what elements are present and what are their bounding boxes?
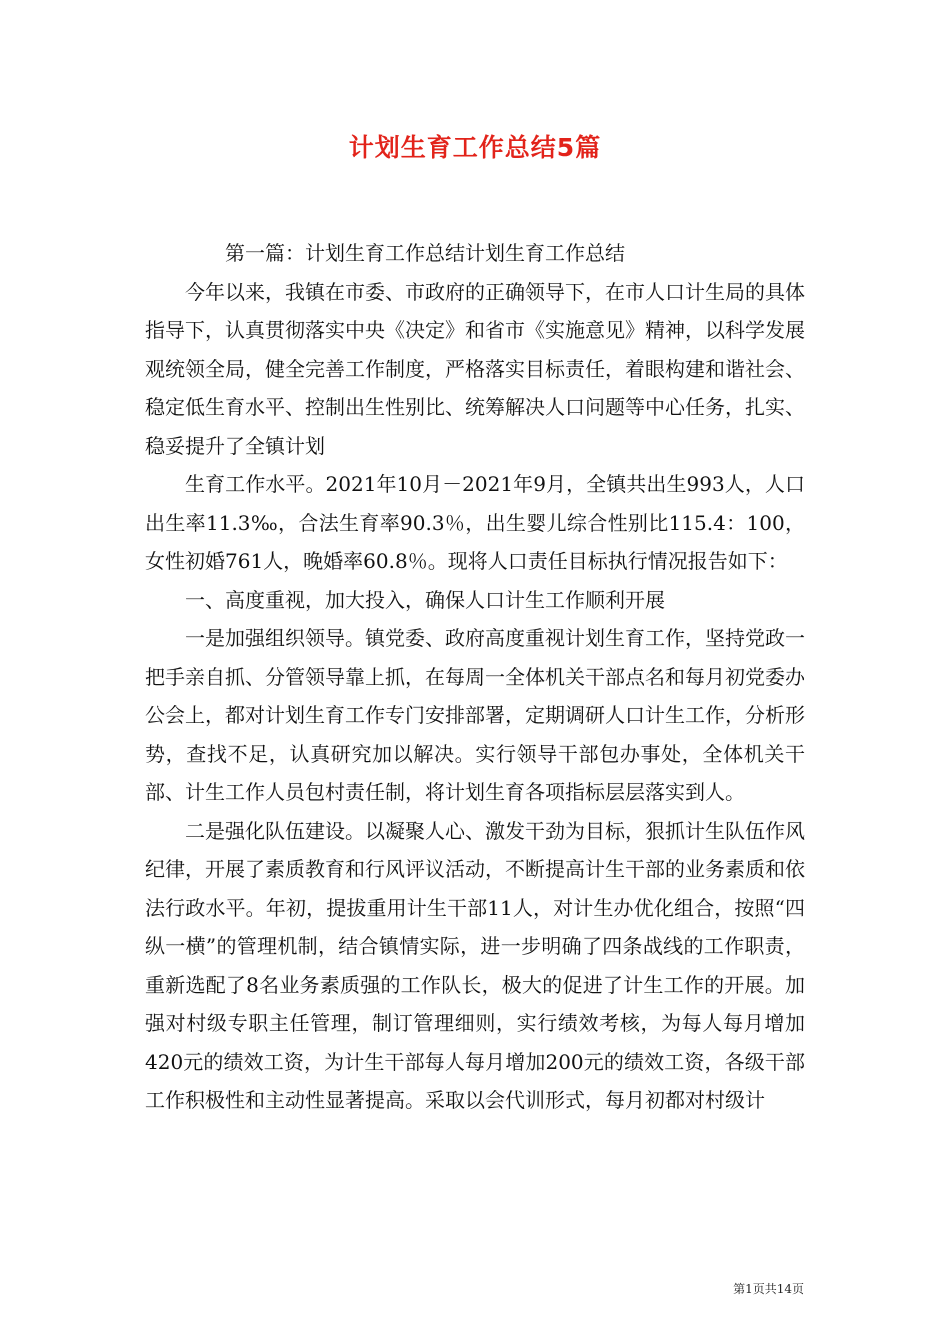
paragraph-team-building: 二是强化队伍建设。以凝聚人心、激发干劲为目标，狠抓计生队伍作风纪律，开展了素质教育和行风评议活动，不断提高计生干部的业务素质和依法行政水平。年初，提拔重用计生干部11人，对计生办优化组合，按照“四纵一横”的管理机制，结合镇情实际，进一步明确了四条战线的工作职责，重新选配了8名业务素质强的工作队长，极大的促进了计生工作的开展。加强对村级专职主任管理，制订管理细则，实行绩效考核，为每人每月增加420元的绩效工资，为计生干部每人每月增加200元的绩效工资，各级干部工作积极性和主动性显著提高。采取以会代训形式，每月初都对村级计 [145,818,805,1112]
paragraph-statistics: 生育工作水平。2021年10月－2021年9月，全镇共出生993人，人口出生率11.3‰，合法生育率90.3％，出生婴儿综合性别比115.4：100，女性初婚761人，晚婚率60.8％。现将人口责任目标执行情况报告如下： [145,472,805,573]
paragraph-organization: 一是加强组织领导。镇党委、政府高度重视计划生育工作，坚持党政一把手亲自抓、分管领导靠上抓，在每周一全体机关干部点名和每月初党委办公会上，都对计划生育工作专门安排部署，定期调研人口计生工作，分析形势，查找不足，认真研究加以解决。实行领导干部包办事处，全体机关干部、计生工作人员包村责任制，将计划生育各项指标层层落实到人。 [145,626,805,804]
document-body [145,234,805,1120]
document-title: 计划生育工作总结5篇 [348,133,602,162]
section-heading-1: 一、高度重视，加大投入，确保人口计生工作顺利开展 [185,587,665,612]
chapter-heading: 第一篇：计划生育工作总结计划生育工作总结 [225,241,625,265]
paragraph-intro: 今年以来，我镇在市委、市政府的正确领导下，在市人口计生局的具体指导下，认真贯彻落实中央《决定》和省市《实施意见》精神，以科学发展观统领全局，健全完善工作制度，严格落实目标责任，着眼构建和谐社会、稳定低生育水平、控制出生性别比、统筹解决人口问题等中心任务，扎实、稳妥提升了全镇计划 [145,279,805,458]
page-number-footer: 第1页共14页 [733,1282,804,1296]
